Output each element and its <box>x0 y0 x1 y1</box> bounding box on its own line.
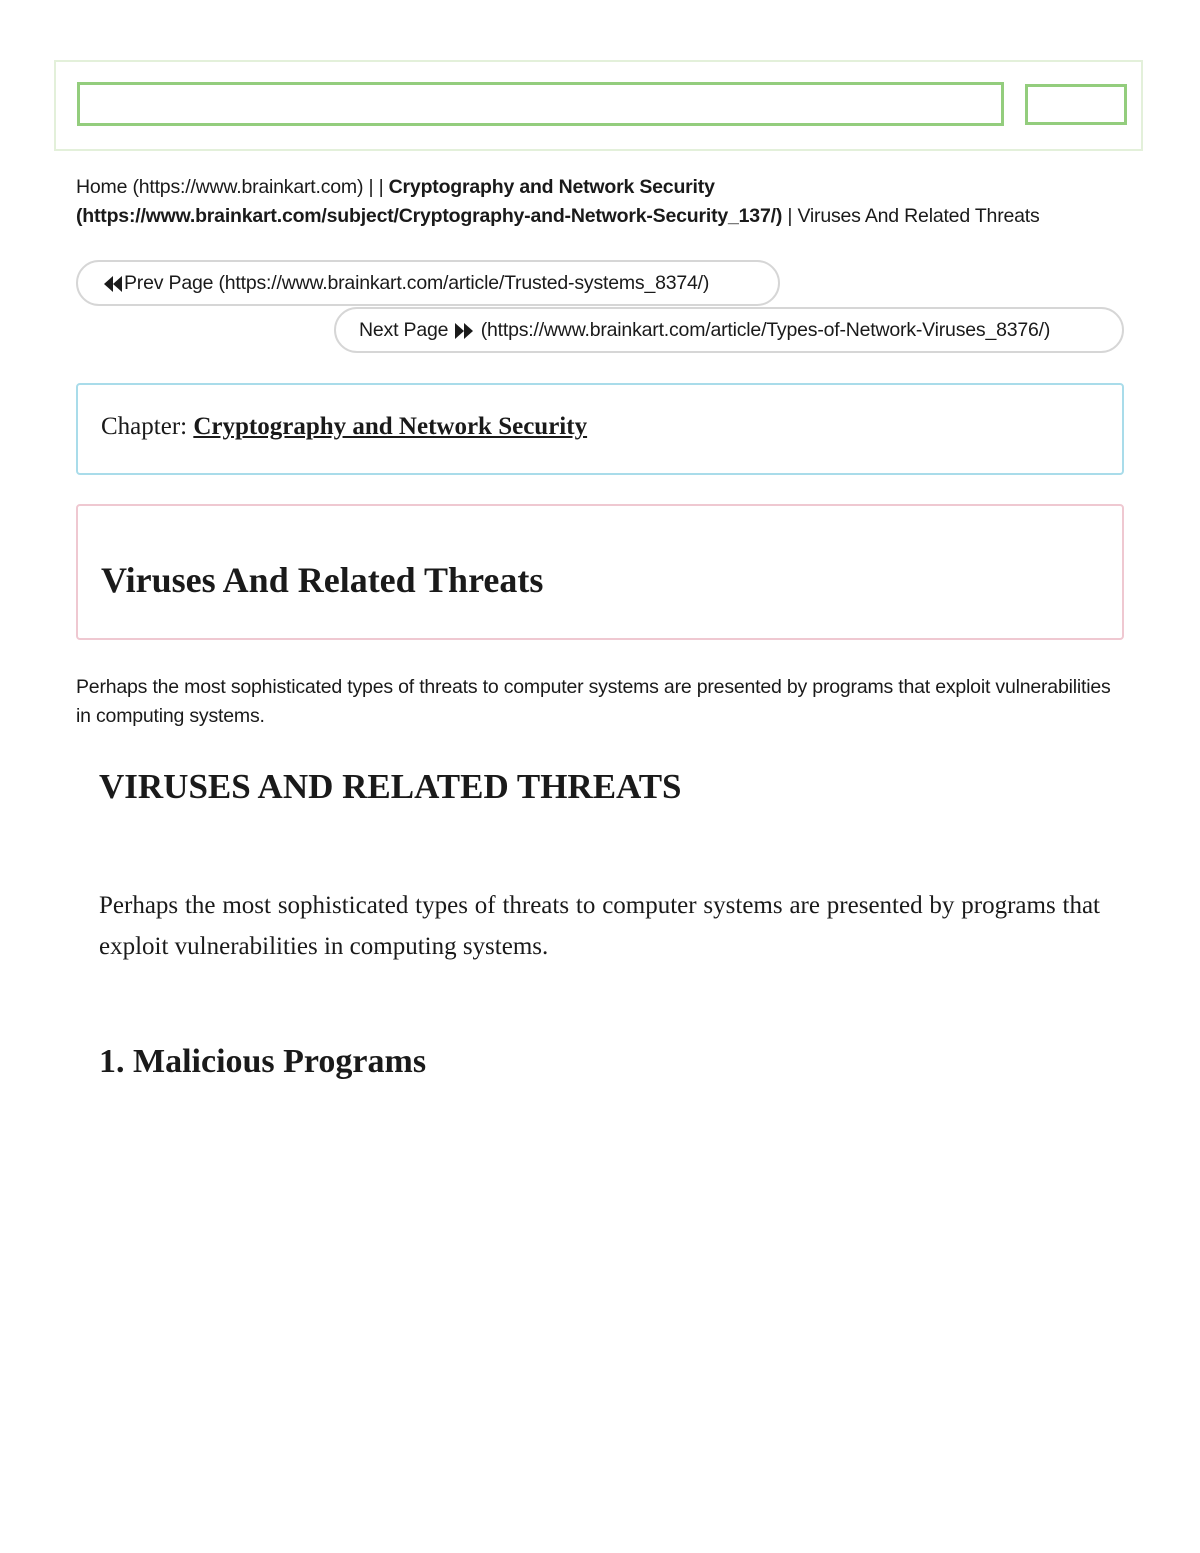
search-bar <box>54 60 1143 151</box>
chapter-prefix: Chapter: <box>101 413 188 440</box>
double-chevron-left-icon <box>102 275 124 293</box>
breadcrumb-home-url: (https://www.brainkart.com) <box>132 176 364 198</box>
next-page-url: (https://www.brainkart.com/article/Types-of-Network-Viruses_8376/) <box>480 319 1051 341</box>
search-input[interactable] <box>77 82 1004 126</box>
breadcrumb-subject-url: (https://www.brainkart.com/subject/Cryptography-and-Network-Security_137/) <box>76 205 783 227</box>
title-box <box>76 504 1124 640</box>
breadcrumb-home-link[interactable] <box>76 176 363 198</box>
double-chevron-right-icon <box>453 322 475 340</box>
chapter-box <box>76 383 1124 475</box>
prev-page-label: Prev Page <box>124 272 214 294</box>
breadcrumb-separator: | <box>782 205 798 227</box>
section-heading: VIRUSES AND RELATED THREATS <box>99 767 682 806</box>
subsection-heading: 1. Malicious Programs <box>99 1043 427 1080</box>
search-button[interactable] <box>1025 84 1127 125</box>
prev-page-button[interactable] <box>76 260 780 306</box>
prev-page-url: (https://www.brainkart.com/article/Trusted-systems_8374/) <box>218 272 710 294</box>
breadcrumb <box>76 173 1136 231</box>
intro-paragraph: Perhaps the most sophisticated types of threats to computer systems are presented by programs that exploit vulnerabilities in computing systems. <box>76 676 1111 727</box>
breadcrumb-separator: | | <box>363 176 389 198</box>
breadcrumb-home-label: Home <box>76 176 128 198</box>
breadcrumb-subject-label: Cryptography and Network Security <box>388 176 715 198</box>
next-page-button[interactable] <box>334 307 1124 353</box>
next-page-label: Next Page <box>359 319 449 341</box>
chapter-link[interactable]: Cryptography and Network Security <box>193 413 588 440</box>
chapter-line <box>101 413 587 441</box>
breadcrumb-current: Viruses And Related Threats <box>797 205 1040 227</box>
article-paragraph: Perhaps the most sophisticated types of threats to computer systems are presented by programs that exploit vulnerabilities in computing systems. <box>99 892 1100 960</box>
page-title: Viruses And Related Threats <box>101 560 544 600</box>
